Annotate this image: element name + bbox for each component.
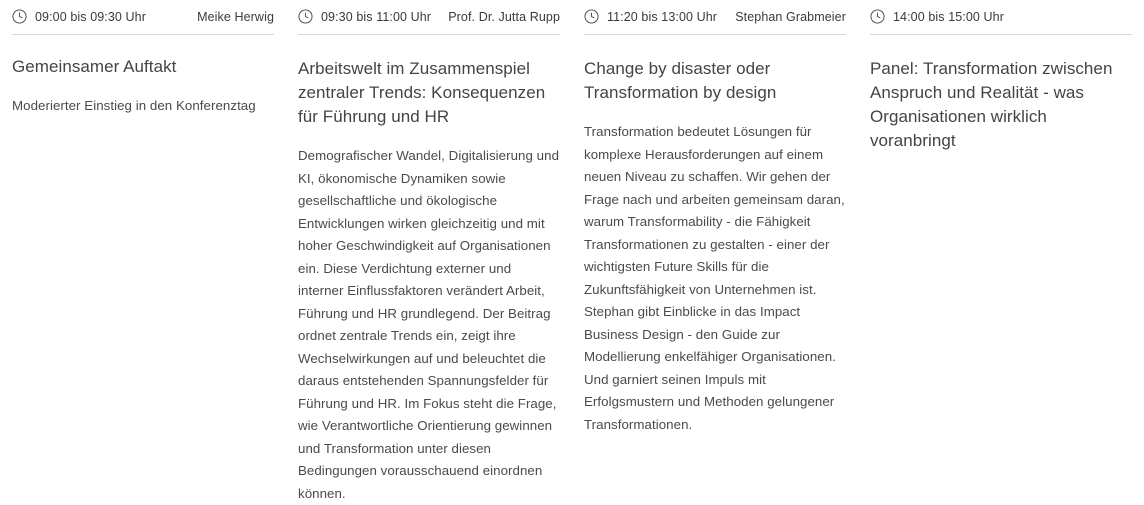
session-header [870,0,1132,35]
agenda-session [0,0,286,118]
session-time: 09:30 bis 11:00 Uhr [321,9,432,24]
session-time: 11:20 bis 13:00 Uhr [607,9,718,24]
session-title: Panel: Transformation zwischen Anspruch und Realität - was Organisationen wirklich voranbringt [870,59,1113,150]
session-time-group [870,9,1004,24]
session-speaker: Prof. Dr. Jutta Rupp [448,9,560,24]
session-time: 09:00 bis 09:30 Uhr [35,9,147,24]
session-title: Arbeitswelt im Zusammenspiel zentraler Trends: Konsequenzen für Führung und HR [298,59,546,126]
session-time: 14:00 bis 15:00 Uhr [893,9,1005,24]
session-description: Transformation bedeutet Lösungen für komplexe Herausforderungen auf einem neuen Niveau zu schaffen. Wir gehen der Frage nach und arbeiten gemeinsam daran, warum Transformability - die Fähigkeit Transformationen zu gestalten - einer der wichtigsten Future Skills für die Zukunftsfähigkeit von Unternehmen ist. Stephan gibt Einblicke in das Impact Business Design - den Guide zur Modellierung enkelfähiger Organisationen. Und garniert seinen Impuls mit Erfolgsmustern und Methoden gelungener Transformationen. [584,124,845,432]
clock-icon [12,9,27,24]
session-time-group [584,9,717,24]
session-speaker: Meike Herwig [197,9,274,24]
session-title: Gemeinsamer Auftakt [12,57,177,76]
session-header [584,0,846,35]
session-header [12,0,274,35]
session-time-group [12,9,146,24]
agenda-session [572,0,858,436]
agenda-session [858,0,1144,169]
clock-icon [298,9,313,24]
session-description: Moderierter Einstieg in den Konferenztag [12,98,256,113]
session-speaker: Stephan Grabmeier [735,9,846,24]
agenda-session [286,0,572,505]
session-time-group [298,9,431,24]
session-header [298,0,560,35]
session-description: Demografischer Wandel, Digitalisierung und KI, ökonomische Dynamiken sowie gesellschaftliche und ökologische Entwicklungen wirken gleichzeitig und mit hoher Geschwindigkeit auf Organisationen ein. Diese Verdichtung externer und interner Einflussfaktoren verändert Arbeit, Führung und HR grundlegend. Der Beitrag ordnet zentrale Trends ein, zeigt ihre Wechselwirkungen auf und beleuchtet die daraus entstehenden Spannungsfelder für Führung und HR. Im Fokus steht die Frage, wie Verantwortliche Orientierung gewinnen und Transformation unter diesen Bedingungen vorausschauend einordnen können. [298,148,560,501]
session-title: Change by disaster oder Transformation by design [584,59,777,102]
clock-icon [870,9,885,24]
clock-icon [584,9,599,24]
